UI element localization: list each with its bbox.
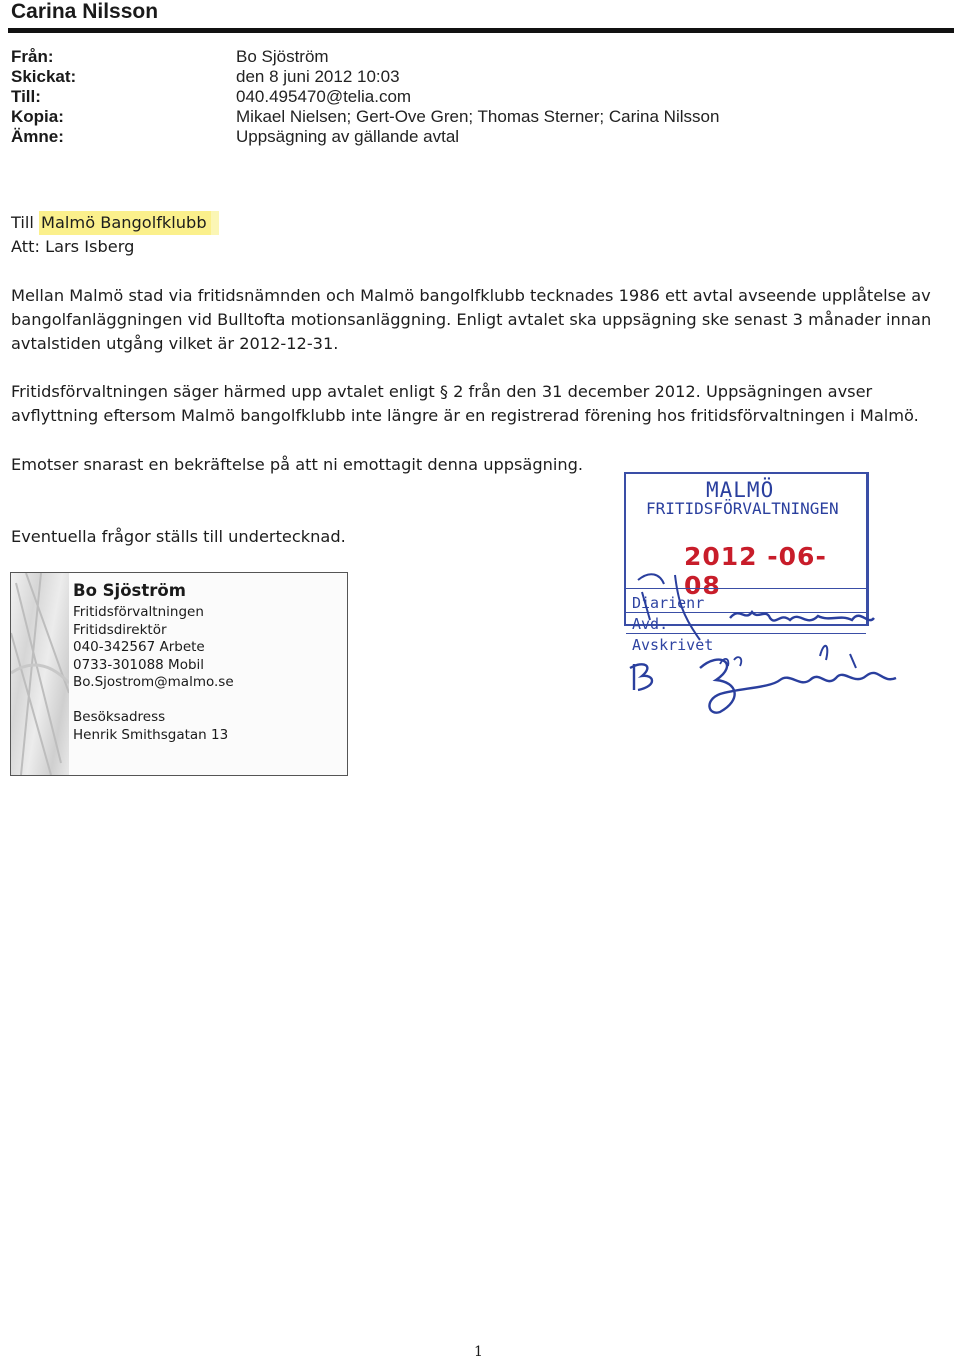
stamp-city: MALMÖ — [706, 478, 775, 502]
sent-label: Skickat: — [11, 67, 77, 86]
stamp-row-diarienr: Diarienr — [632, 594, 705, 612]
from-value: Bo Sjöström — [236, 47, 329, 66]
card-visit-label: Besöksadress — [73, 709, 166, 725]
letter-attention: Att: Lars Isberg — [11, 237, 135, 256]
stamp-org: FRITIDSFÖRVALTNINGEN — [646, 499, 839, 518]
card-photo-strip — [11, 573, 69, 775]
stamp-date: 2012 -06- 08 — [684, 542, 827, 600]
paragraph-termination: Fritidsförvaltningen säger härmed upp avtalet enligt § 2 från den 31 december 2012. Uppsägningen avser avflyttning eftersom Malmö bangolfklubb inte längre är en registrerad förening hos fritidsförvaltningen i Malmö. — [11, 382, 919, 425]
mailbox-owner: Carina Nilsson — [11, 0, 159, 23]
cc-label: Kopia: — [11, 107, 64, 126]
header-rule — [8, 28, 954, 33]
stamp-row-avskrivet: Avskrivet — [632, 636, 714, 654]
cc-value: Mikael Nielsen; Gert-Ove Gren; Thomas Sterner; Carina Nilsson — [236, 107, 720, 126]
paragraph-confirmation: Emotser snarast en bekräftelse på att ni emottagit denna uppsägning. — [11, 455, 584, 474]
page-number: 1 — [474, 1344, 483, 1360]
signature-card — [10, 572, 348, 776]
recipient-org-highlight: Malmö Bangolfklubb — [39, 211, 211, 235]
sent-value: den 8 juni 2012 10:03 — [236, 67, 400, 86]
card-phone-work: 040-342567 Arbete — [73, 639, 205, 655]
from-label: Från: — [11, 47, 54, 66]
card-email[interactable]: Bo.Sjostrom@malmo.se — [73, 674, 234, 690]
paragraph-questions: Eventuella frågor ställs till undertecknad. — [11, 527, 346, 546]
to-value: 040.495470@telia.com — [236, 87, 412, 106]
to-label: Till: — [11, 87, 41, 106]
card-org: Fritidsförvaltningen — [73, 604, 204, 620]
recipient-prefix: Till — [11, 213, 34, 232]
card-visit-address: Henrik Smithsgatan 13 — [73, 727, 229, 743]
card-phone-mobile: 0733-301088 Mobil — [73, 657, 205, 673]
handwritten-signature-icon — [620, 560, 920, 730]
subject-label: Ämne: — [11, 127, 64, 146]
card-title: Fritidsdirektör — [73, 622, 167, 638]
card-name: Bo Sjöström — [73, 581, 186, 600]
letter-recipient — [11, 211, 951, 235]
stamp-row-avd: Avd. — [632, 615, 669, 633]
subject-value: Uppsägning av gällande avtal — [236, 127, 460, 146]
paragraph-agreement: Mellan Malmö stad via fritidsnämnden och Malmö bangolfklubb tecknades 1986 ett avtal avseende upplåtelse av bangolfanläggningen vid Bulltofta motionsanläggning. Enligt avtalet ska uppsägning ske senast 3 månader innan avtalstiden utgång vilket är 2012-12-31. — [11, 286, 932, 353]
